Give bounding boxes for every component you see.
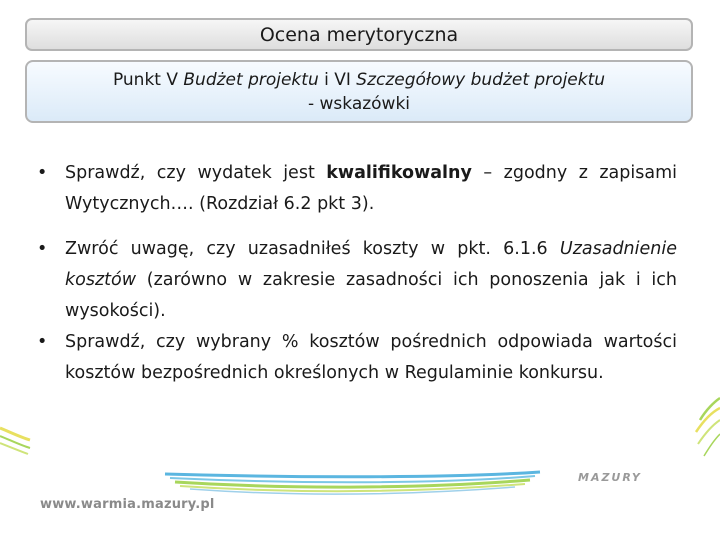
bullet-2-pre: Zwróć uwagę, czy uzasadniłeś koszty w pkt. 6.1.6 [65,239,560,259]
slide-title-text: Ocena merytoryczna [259,23,459,46]
bullet-item-2 [37,234,677,327]
bullet-2-post: (zarówno w zakresie zasadności ich ponoszenia jak i ich wysokości). [65,270,677,321]
subtitle-part-2: Budżet projektu [183,69,319,90]
slide-title [25,18,693,51]
bullet-item-3 [37,327,677,389]
bullet-2-italic: Uzasadnienie kosztów [65,239,677,290]
bullet-1-bold: kwalifikowalny [326,163,472,183]
bullet-item-1 [37,158,677,220]
bullet-1-post: – zgodny z zapisami Wytycznych…. (Rozdział 6.2 pkt 3). [65,163,677,214]
mazury-logo: MAZURY [578,471,642,484]
slide-subtitle [25,60,693,123]
subtitle-part-1: Punkt V [112,69,184,90]
bullet-1-pre: Sprawdź, czy wydatek jest [65,163,327,183]
subtitle-line-1 [113,68,605,92]
bullet-3-text: Sprawdź, czy wybrany % kosztów pośrednich odpowiada wartości kosztów bezpośrednich określonych w Regulaminie konkursu. [65,332,677,383]
subtitle-line-2: - wskazówki [307,93,411,114]
subtitle-part-3: i VI [318,69,357,90]
subtitle-part-4: Szczegółowy budżet projektu [356,69,606,90]
footer-url: www.warmia.mazury.pl [40,497,215,512]
bullet-list [37,158,677,389]
